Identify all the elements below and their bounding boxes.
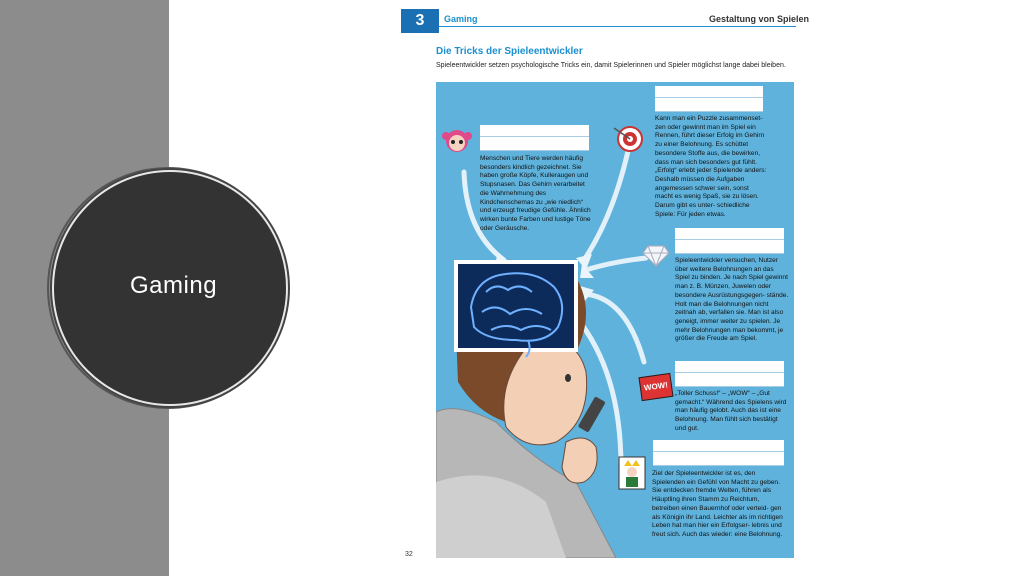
diamond-icon bbox=[642, 242, 670, 268]
slide-title: Gaming bbox=[130, 272, 218, 299]
section-title: Gestaltung von Spielen bbox=[709, 14, 810, 24]
page-heading: Die Tricks der Spieleentwickler bbox=[436, 46, 583, 57]
page-number: 32 bbox=[405, 551, 413, 558]
header-rule bbox=[439, 26, 796, 27]
target-icon bbox=[612, 124, 648, 154]
text-kindchenschema: Menschen und Tiere werden häufig besonders kindlich gezeichnet. Sie haben große Köpfe, Kulleraugen und Stupsnasen. Das Gehirn verarbeitet die Wahrnehmung des Kindchenschemas zu „wie niedlich“ und erzeugt freudige Gefühle. Ähnlich wirken bunte Farben und lustige Töne oder Geräusche. bbox=[480, 155, 591, 232]
cute-girl-icon bbox=[440, 126, 474, 156]
label-box-erfolg bbox=[655, 86, 763, 112]
king-icon bbox=[618, 456, 646, 490]
label-box-macht bbox=[653, 440, 784, 466]
wow-badge-icon: WOW! bbox=[638, 373, 673, 401]
label-box-lob bbox=[675, 361, 784, 387]
text-macht: Ziel der Spieleentwickler ist es, den Spielenden ein Gefühl von Macht zu geben. Sie entdecken fremde Welten, führen als Häuptling ihren Stamm zu Reichtum, betreiben einen Bauernhof oder verteid- gen als Königin ihr Land. Leichter als im richtigen Leben hat man hier ein Erfolgser- lebnis und freut sich. Auch das wieder: eine Belohnung. bbox=[652, 470, 783, 538]
chapter-title: Gaming bbox=[444, 14, 478, 24]
label-box-kindchen bbox=[480, 125, 589, 151]
text-erfolg: Kann man ein Puzzle zusammenset- zen oder gewinnt man im Spiel ein Rennen, führt dieser Erfolg im Gehirn zu einer Belohnung. Es schüttet besondere Stoffe aus, die bewirken, dass man sich besonders gut fühlt. „Erfolg“ erlebt jeder Spielende anders: Deshalb müssen die Aufgaben angemessen schwer sein, sonst macht es wenig Spaß, sie zu lösen. Darum gibt es unter- schiedliche Spiele: Für jeden etwas. bbox=[655, 115, 767, 218]
page-intro: Spieleentwickler setzen psychologische Tricks ein, damit Spielerinnen und Spieler möglichst lange dabei bleiben. bbox=[436, 62, 786, 69]
chapter-number: 3 bbox=[401, 9, 439, 33]
illustration-panel bbox=[436, 82, 794, 558]
text-lob: „Toller Schuss!“ – „WOW“ – „Gut gemacht.“ Während des Spielens wird man häufig gelobt. Auch das ist eine Belohnung. Man fühlt sich bestätigt und gut. bbox=[675, 390, 787, 432]
text-belohnung: Spieleentwickler versuchen, Nutzer über weitere Belohnungen an das Spiel zu binden. Je nach Spiel gewinnt man z. B. Münzen, Juwelen oder besondere Ausrüstungsgegen- stände. Holt man die Belohnungen nicht zeitnah ab, verfallen sie. Man ist also geneigt, immer weiter zu spielen. Je mehr Belohnungen man bekommt, je größer die Freude am Spiel. bbox=[675, 257, 789, 343]
label-box-belohnung bbox=[675, 228, 784, 254]
